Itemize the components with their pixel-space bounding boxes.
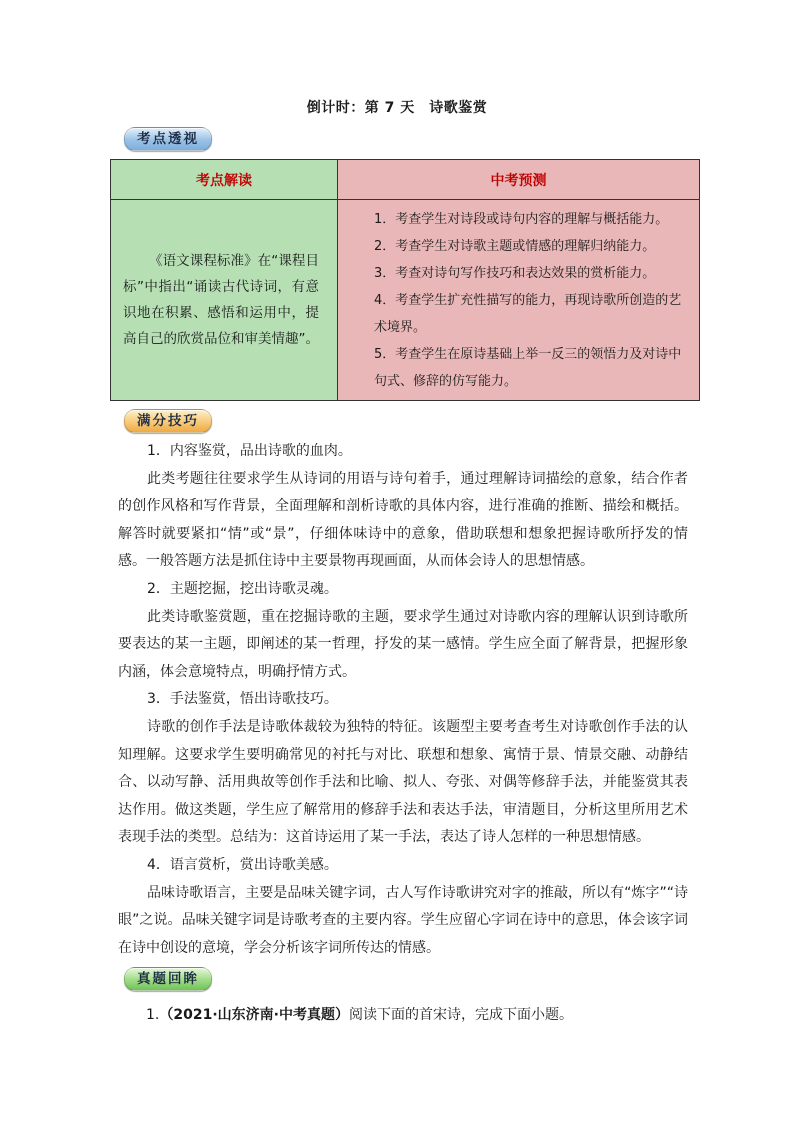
question-number: 1. — [146, 1007, 160, 1023]
prediction-item: 3．考查对诗句写作技巧和表达效果的赏析能力。 — [374, 265, 656, 281]
prediction-item: 1．考查学生对诗段或诗句内容的理解与概括能力。 — [374, 211, 669, 227]
paragraph: 诗歌的创作手法是诗歌体裁较为独特的特征。该题型主要考查考生对诗歌创作手法的认知理解。这要求学生要明确常见的衬托与对比、联想和想象、寓情于景、情景交融、动静结合、以动写静、活用典故等创作手法和比喻、拟人、夸张、对偶等修辞手法，并能鉴赏其表达作用。做这类题，学生应了解常用的修辞手法和表达手法，审清题目，分析这里所用艺术表现手法的类型。总结为：这首诗运用了某一手法，表达了诗人怎样的一种思想情感。 — [118, 718, 688, 846]
question-source: （2021·山东济南·中考真题） — [159, 1007, 349, 1023]
section-badge-zhenti: 真题回眸 — [124, 967, 212, 991]
paragraph: 3．手法鉴赏，悟出诗歌技巧。 — [147, 691, 338, 708]
table-cell-predictions — [338, 200, 700, 401]
prediction-item: 4．考查学生扩充性描写的能力，再现诗歌所创造的艺术境界。 — [374, 292, 682, 335]
paragraph: 2．主题挖掘，挖出诗歌灵魂。 — [147, 580, 338, 597]
table-header-left: 考点解读 — [111, 160, 338, 200]
paragraph: 此类诗歌鉴赏题，重在挖掘诗歌的主题，要求学生通过对诗歌内容的理解认识到诗歌所要表达的某一主题，即阐述的某一哲理，抒发的某一感情。学生应全面了解背景，把握形象内涵，体会意境特点，明确抒情方式。 — [118, 608, 688, 680]
interpretation-text: 《语文课程标准》在“课程目标”中指出“诵读古代诗词，有意识地在积累、感悟和运用中，提高自己的欣赏品位和审美情趣”。 — [123, 253, 319, 347]
paragraph: 此类考题往往要求学生从诗词的用语与诗句着手，通过理解诗词描绘的意象，结合作者的创作风格和写作背景，全面理解和剖析诗歌的具体内容，进行准确的推断、描绘和概括。解答时就要紧扣“情”或“景”，仔细体味诗中的意象，借助联想和想象把握诗歌所抒发的情感。一般答题方法是抓住诗中主要景物再现画面，从而体会诗人的思想情感。 — [118, 470, 688, 570]
question-line — [146, 1002, 573, 1028]
question-text: 阅读下面的首宋诗，完成下面小题。 — [348, 1007, 573, 1023]
paragraph: 品味诗歌语言，主要是品味关键字词，古人写作诗歌讲究对字的推敲，所以有“炼字”“诗眼”之说。品味关键字词是诗歌考查的主要内容。学生应留心字词在诗中的意思，体会该字词在诗中创设的意境，学会分析该字词所传达的情感。 — [118, 884, 688, 956]
prediction-item: 2．考查学生对诗歌主题或情感的理解归纳能力。 — [374, 238, 656, 254]
page-title: 倒计时：第 7 天 诗歌鉴赏 — [306, 100, 488, 116]
tips-body — [118, 438, 688, 962]
section-badge-manfen: 满分技巧 — [124, 409, 212, 433]
section-badge-kaodian: 考点透视 — [124, 127, 212, 151]
paragraph: 4．语言赏析，赏出诗歌美感。 — [147, 856, 338, 873]
exam-points-table — [110, 159, 700, 401]
table-cell-interpretation — [111, 200, 338, 401]
table-header-right: 中考预测 — [338, 160, 700, 200]
paragraph: 1．内容鉴赏，品出诗歌的血肉。 — [147, 443, 352, 459]
prediction-item: 5．考查学生在原诗基础上举一反三的领悟力及对诗中句式、修辞的仿写能力。 — [374, 346, 682, 389]
